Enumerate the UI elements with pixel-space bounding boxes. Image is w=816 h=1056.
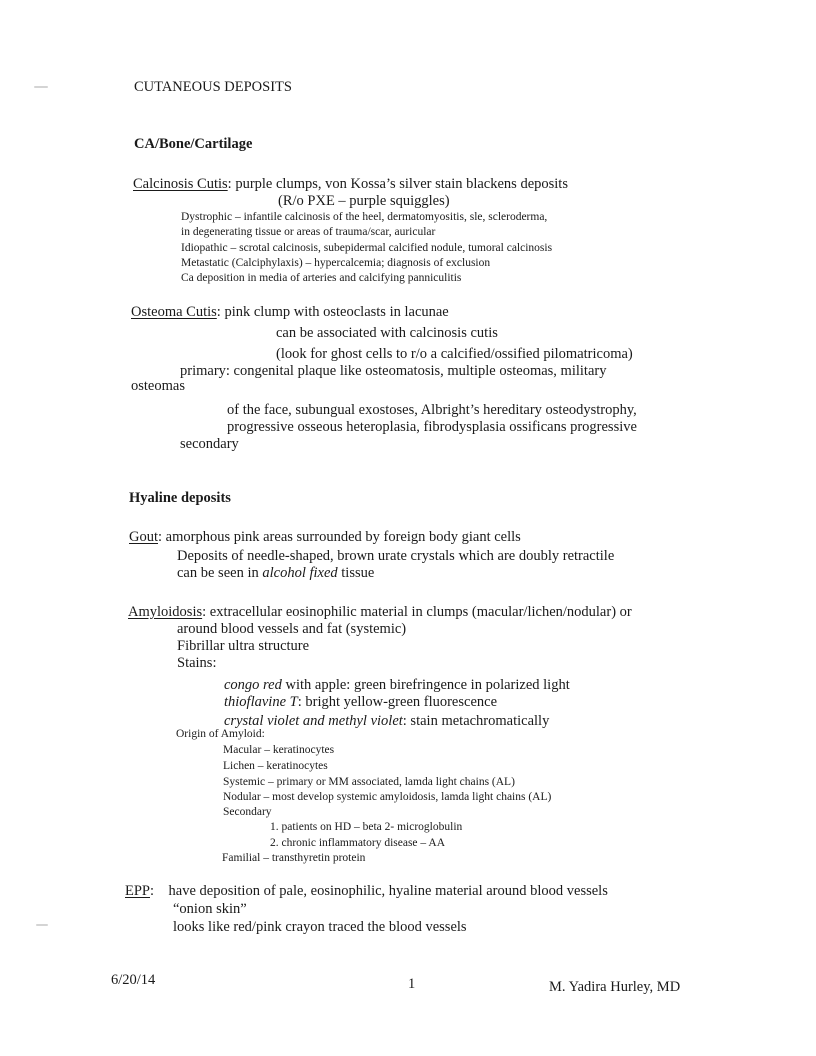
calcinosis-detail-5: Ca deposition in media of arteries and calcifying panniculitis bbox=[181, 272, 462, 284]
calcinosis-line-2: (R/o PXE – purple squiggles) bbox=[278, 193, 450, 209]
osteoma-line-2: can be associated with calcinosis cutis bbox=[276, 325, 498, 341]
stain-1-desc: with apple: green birefringence in polarized light bbox=[281, 677, 570, 693]
scan-mark-top bbox=[34, 86, 48, 88]
gout-desc: : amorphous pink areas surrounded by foreign body giant cells bbox=[158, 529, 521, 545]
section-heading-hyaline: Hyaline deposits bbox=[129, 490, 231, 506]
amyloid-stains-label: Stains: bbox=[177, 655, 217, 671]
epp-line-3: looks like red/pink crayon traced the blood vessels bbox=[173, 919, 467, 935]
footer-page-number: 1 bbox=[408, 976, 416, 992]
footer-date: 6/20/14 bbox=[111, 972, 156, 988]
epp-line-2: “onion skin” bbox=[173, 901, 247, 917]
amyloid-origin-4: Nodular – most develop systemic amyloidosis, lamda light chains (AL) bbox=[223, 791, 552, 803]
gout-line-2: Deposits of needle-shaped, brown urate crystals which are doubly retractile bbox=[177, 548, 615, 564]
epp-line-1 bbox=[125, 884, 608, 899]
gout-line-1 bbox=[129, 530, 521, 545]
osteoma-wrap: osteomas bbox=[131, 378, 185, 394]
stain-2-desc: : bright yellow-green fluorescence bbox=[297, 694, 498, 710]
amyloid-secondary-1: 1. patients on HD – beta 2- microglobulin bbox=[270, 821, 463, 833]
amyloid-stain-3 bbox=[224, 714, 549, 729]
amyloid-origin-label: Origin of Amyloid: bbox=[176, 728, 265, 740]
gout-line-3 bbox=[177, 566, 374, 581]
amyloid-stain-2 bbox=[224, 695, 497, 710]
osteoma-line-1 bbox=[131, 305, 449, 320]
calcinosis-term: Calcinosis Cutis bbox=[133, 176, 228, 192]
amyloid-origin-1: Macular – keratinocytes bbox=[223, 744, 335, 756]
calcinosis-detail-2: in degenerating tissue or areas of trauma/scar, auricular bbox=[181, 226, 436, 238]
amyloid-origin-3: Systemic – primary or MM associated, lamda light chains (AL) bbox=[223, 776, 515, 788]
amyloid-line-1 bbox=[128, 605, 632, 620]
page-title: CUTANEOUS DEPOSITS bbox=[134, 79, 292, 95]
stain-2-name: thioflavine T bbox=[224, 694, 298, 710]
footer-author: M. Yadira Hurley, MD bbox=[549, 979, 681, 995]
osteoma-secondary: secondary bbox=[180, 436, 239, 452]
epp-desc: : have deposition of pale, eosinophilic, hyaline material around blood vessels bbox=[150, 883, 608, 899]
amyloid-stain-1 bbox=[224, 678, 570, 693]
gout-line-3-em: alcohol fixed bbox=[262, 565, 338, 581]
amyloid-origin-5: Secondary bbox=[223, 806, 272, 818]
osteoma-line-3: (look for ghost cells to r/o a calcified/ossified pilomatricoma) bbox=[276, 346, 633, 362]
amyloid-term: Amyloidosis bbox=[128, 604, 203, 620]
amyloid-line-3: Fibrillar ultra structure bbox=[177, 638, 310, 654]
osteoma-primary: primary: congenital plaque like osteomatosis, multiple osteomas, military bbox=[180, 363, 607, 379]
stain-1-name: congo red bbox=[224, 677, 282, 693]
calcinosis-detail-4: Metastatic (Calciphylaxis) – hypercalcemia; diagnosis of exclusion bbox=[181, 257, 491, 269]
section-heading-bone: CA/Bone/Cartilage bbox=[134, 136, 253, 152]
scan-mark-bottom bbox=[36, 924, 48, 926]
amyloid-secondary-2: 2. chronic inflammatory disease – AA bbox=[270, 837, 446, 849]
osteoma-cont-1: of the face, subungual exostoses, Albright’s hereditary osteodystrophy, bbox=[227, 402, 637, 418]
gout-line-3-pre: can be seen in bbox=[177, 565, 263, 581]
calcinosis-desc: : purple clumps, von Kossa’s silver stain blackens deposits bbox=[227, 176, 568, 192]
gout-term: Gout bbox=[129, 529, 158, 545]
amyloid-familial: Familial – transthyretin protein bbox=[222, 852, 366, 864]
osteoma-desc: : pink clump with osteoclasts in lacunae bbox=[216, 304, 449, 320]
amyloid-line-2: around blood vessels and fat (systemic) bbox=[177, 621, 407, 637]
amyloid-desc: : extracellular eosinophilic material in clumps (macular/lichen/nodular) or bbox=[202, 604, 632, 620]
amyloid-origin-2: Lichen – keratinocytes bbox=[223, 760, 328, 772]
calcinosis-detail-1: Dystrophic – infantile calcinosis of the heel, dermatomyositis, sle, scleroderma, bbox=[181, 211, 548, 223]
osteoma-term: Osteoma Cutis bbox=[131, 304, 217, 320]
gout-line-3-post: tissue bbox=[337, 565, 375, 581]
calcinosis-line-1 bbox=[133, 177, 568, 192]
stain-3-desc: : stain metachromatically bbox=[402, 713, 550, 729]
epp-term: EPP bbox=[125, 883, 150, 899]
stain-3-name: crystal violet and methyl violet bbox=[224, 713, 403, 729]
osteoma-cont-2: progressive osseous heteroplasia, fibrodysplasia ossificans progressive bbox=[227, 419, 637, 435]
calcinosis-detail-3: Idiopathic – scrotal calcinosis, subepidermal calcified nodule, tumoral calcinosis bbox=[181, 242, 553, 254]
